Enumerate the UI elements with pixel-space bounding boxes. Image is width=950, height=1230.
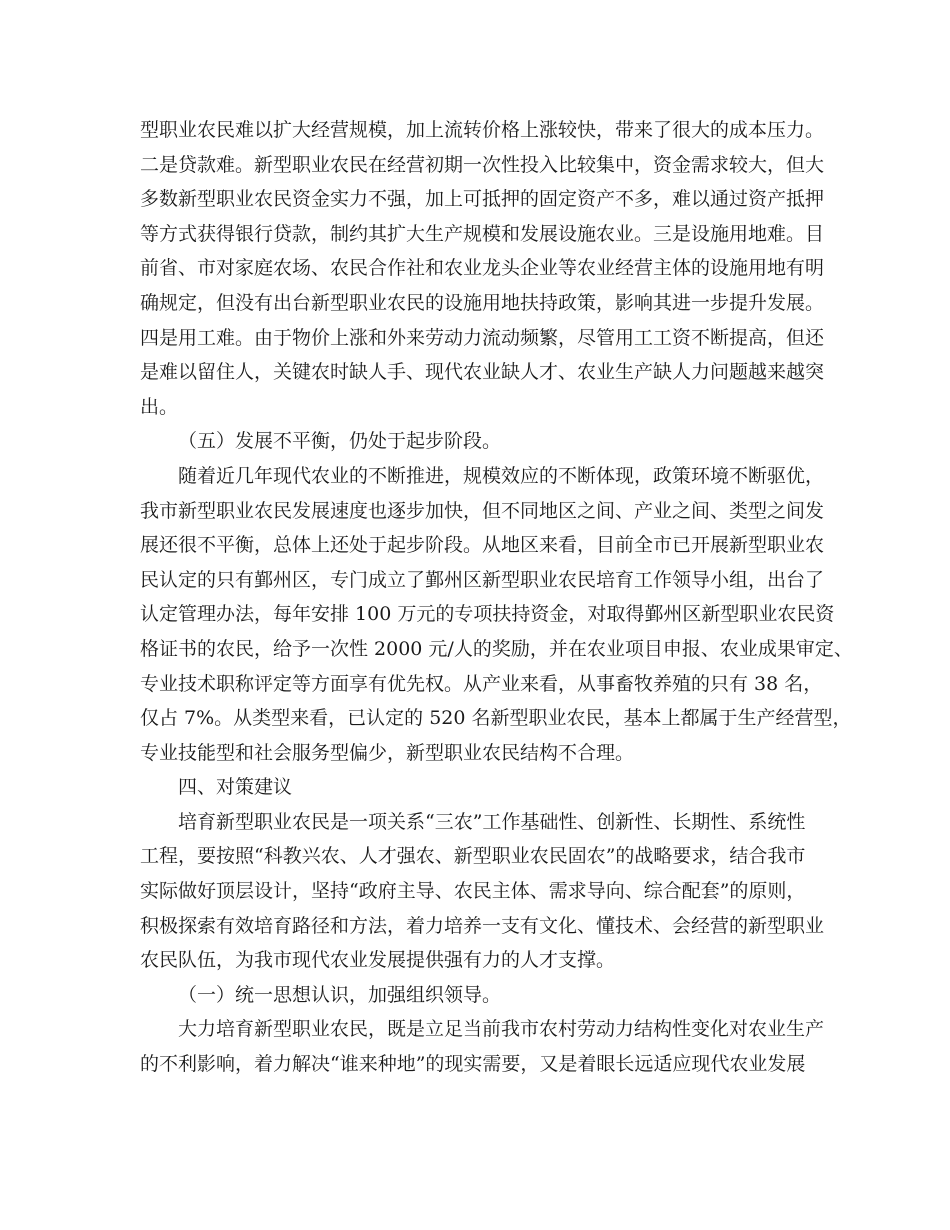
- text-line: （一）统一思想认识，加强组织领导。: [178, 983, 502, 1006]
- text-line: 的不利影响，着力解决“谁来种地”的现实需要，又是着眼长远适应现代农业发展: [140, 1053, 806, 1076]
- text-line: 格证书的农民，给予一次性 2000 元/人的奖励，并在农业项目申报、农业成果审定、: [140, 637, 853, 660]
- text-line: 培育新型职业农民是一项关系“三农”工作基础性、创新性、长期性、系统性: [178, 810, 806, 833]
- document-body: [140, 113, 853, 1082]
- text-line: 我市新型职业农民发展速度也逐步加快，但不同地区之间、产业之间、类型之间发: [140, 499, 825, 522]
- text-line: 农民队伍，为我市现代农业发展提供强有力的人才支撑。: [140, 949, 616, 972]
- text-line: 展还很不平衡，总体上还处于起步阶段。从地区来看，目前全市已开展新型职业农: [140, 534, 825, 557]
- text-line: 专业技术职称评定等方面享有优先权。从产业来看，从事畜牧养殖的只有 38 名，: [140, 672, 823, 695]
- text-line: 四是用工难。由于物价上涨和外来劳动力流动频繁，尽管用工工资不断提高，但还: [140, 326, 825, 349]
- text-line: 型职业农民难以扩大经营规模，加上流转价格上涨较快，带来了很大的成本压力。: [140, 119, 825, 141]
- text-line: 民认定的只有鄞州区，专门成立了鄞州区新型职业农民培育工作领导小组，出台了: [140, 568, 825, 591]
- text-line: 积极探索有效培育路径和方法，着力培养一支有文化、懂技术、会经营的新型职业: [140, 914, 825, 937]
- text-line: 工程，要按照“科教兴农、人才强农、新型职业农民固农”的战略要求，结合我市: [140, 845, 806, 868]
- text-line: 前省、市对家庭农场、农民合作社和农业龙头企业等农业经营主体的设施用地有明: [140, 257, 825, 280]
- text-line: 出。: [140, 395, 179, 418]
- text-line: 确规定，但没有出台新型职业农民的设施用地扶持政策，影响其进一步提升发展。: [140, 291, 825, 314]
- text-line: 二是贷款难。新型职业农民在经营初期一次性投入比较集中，资金需求较大，但大: [140, 153, 825, 176]
- text-line: 仅占 7%。从类型来看，已认定的 520 名新型职业农民，基本上都属于生产经营型，: [140, 707, 852, 730]
- text-line: （五）发展不平衡，仍处于起步阶段。: [178, 430, 502, 453]
- text-line: 认定管理办法，每年安排 100 万元的专项扶持资金，对取得鄞州区新型职业农民资: [140, 603, 835, 626]
- text-line: 专业技能型和社会服务型偏少，新型职业农民结构不合理。: [140, 741, 635, 764]
- text-line: 四、对策建议: [178, 776, 293, 799]
- text-line: 多数新型职业农民资金实力不强，加上可抵押的固定资产不多，难以通过资产抵押: [140, 188, 825, 211]
- text-line: 大力培育新型职业农民，既是立足当前我市农村劳动力结构性变化对农业生产: [178, 1018, 825, 1041]
- text-line: 实际做好顶层设计，坚持“政府主导、农民主体、需求导向、综合配套”的原则，: [140, 880, 806, 903]
- text-line: 随着近几年现代农业的不断推进，规模效应的不断体现，政策环境不断驱优，: [178, 464, 825, 487]
- text-line: 是难以留住人，关键农时缺人手、现代农业缺人才、农业生产缺人力问题越来越突: [140, 361, 825, 384]
- text-line: 等方式获得银行贷款，制约其扩大生产规模和发展设施农业。三是设施用地难。目: [140, 222, 825, 245]
